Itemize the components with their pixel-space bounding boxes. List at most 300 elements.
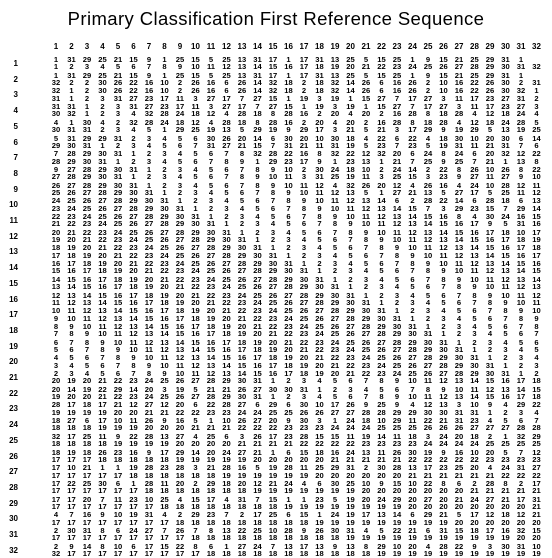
sequence-cell: 17: [284, 369, 293, 378]
sequence-cell: 1: [332, 416, 338, 426]
sequence-cell: 17: [299, 62, 309, 72]
sequence-cell: 29: [392, 329, 402, 339]
sequence-cell: 24: [470, 439, 479, 449]
sequence-cell: 20: [237, 478, 247, 488]
sequence-cell: 16: [160, 313, 169, 323]
sequence-cell: 2: [286, 243, 291, 253]
sequence-cell: 5: [379, 384, 384, 394]
sequence-cell: 4: [255, 212, 260, 221]
row-header: 4: [13, 106, 18, 116]
sequence-cell: 29: [98, 133, 107, 143]
sequence-cell: 25: [392, 70, 402, 80]
sequence-cell: 2: [425, 78, 431, 87]
sequence-cell: 3: [332, 102, 338, 112]
sequence-cell: 15: [284, 102, 293, 112]
sequence-cell: 17: [160, 306, 169, 316]
sequence-cell: 19: [346, 486, 355, 496]
sequence-cell: 7: [193, 140, 198, 150]
sequence-cell: 27: [144, 219, 154, 229]
sequence-cell: 6: [425, 282, 431, 292]
sequence-cell: 20: [82, 376, 92, 386]
sequence-cell: 20: [423, 486, 433, 496]
sequence-cell: 11: [113, 329, 123, 339]
sequence-cell: 18: [268, 533, 278, 543]
sequence-cell: 11: [67, 306, 76, 316]
sequence-cell: 2: [441, 321, 446, 331]
sequence-cell: 16: [67, 266, 76, 276]
sequence-cell: 23: [439, 463, 448, 473]
sequence-cell: 2: [53, 526, 59, 535]
sequence-cell: 3: [425, 306, 431, 316]
sequence-cell: 24: [392, 164, 402, 174]
sequence-cell: 22: [439, 196, 448, 206]
sequence-cell: 23: [315, 494, 324, 504]
sequence-cell: 31: [67, 102, 76, 112]
sequence-cell: 23: [129, 494, 138, 504]
sequence-cell: 29: [113, 187, 123, 197]
sequence-cell: 10: [361, 478, 371, 488]
sequence-cell: 22: [408, 133, 417, 143]
sequence-cell: 1: [286, 250, 291, 260]
sequence-cell: 18: [82, 400, 92, 410]
sequence-cell: 2: [301, 117, 307, 127]
sequence-cell: 4: [301, 235, 307, 244]
sequence-cell: 22: [532, 470, 541, 480]
sequence-cell: 20: [346, 470, 355, 480]
sequence-cell: 11: [501, 282, 510, 292]
sequence-cell: 1: [255, 156, 260, 166]
sequence-cell: 18: [113, 454, 123, 464]
sequence-cell: 27: [206, 250, 216, 260]
sequence-cell: 12: [361, 203, 371, 213]
sequence-cell: 5: [379, 526, 384, 535]
sequence-cell: 24: [330, 164, 340, 174]
sequence-cell: 10: [129, 344, 138, 354]
sequence-cell: 6: [115, 369, 121, 378]
column-header: 17: [299, 42, 309, 51]
sequence-cell: 26: [268, 290, 278, 300]
sequence-cell: 11: [113, 494, 123, 504]
sequence-cell: 8: [410, 259, 415, 269]
sequence-cell: 18: [532, 243, 541, 253]
sequence-cell: 31: [82, 125, 92, 135]
sequence-cell: 9: [53, 164, 59, 174]
sequence-cell: 26: [67, 187, 76, 197]
sequence-cell: 5: [348, 250, 353, 260]
sequence-cell: 3: [348, 384, 353, 394]
sequence-cell: 18: [284, 78, 293, 87]
sequence-cell: 2: [131, 156, 136, 166]
sequence-cell: 20: [330, 369, 340, 378]
sequence-cell: 27: [330, 407, 340, 417]
sequence-cell: 30: [299, 400, 309, 410]
sequence-cell: 23: [392, 439, 402, 449]
sequence-cell: 20: [501, 501, 510, 511]
sequence-cell: 4: [177, 172, 183, 182]
sequence-cell: 21: [67, 227, 76, 237]
sequence-cell: 9: [255, 172, 260, 182]
sequence-cell: 22: [206, 400, 216, 410]
sequence-cell: 28: [532, 423, 541, 433]
sequence-cell: 14: [423, 219, 433, 229]
sequence-cell: 3: [425, 431, 431, 441]
sequence-cell: 18: [191, 501, 200, 511]
sequence-cell: 1: [270, 392, 276, 401]
sequence-cell: 9: [518, 306, 524, 316]
sequence-cell: 30: [392, 321, 402, 331]
sequence-cell: 26: [113, 212, 123, 221]
sequence-cell: 26: [144, 227, 154, 237]
sequence-cell: 17: [82, 517, 92, 527]
sequence-cell: 25: [82, 431, 92, 441]
sequence-cell: 31: [237, 494, 247, 504]
sequence-cell: 20: [299, 353, 309, 363]
sequence-cell: 17: [67, 501, 76, 511]
sequence-cell: 18: [501, 196, 510, 206]
sequence-cell: 4: [208, 117, 214, 127]
sequence-cell: 10: [439, 78, 448, 87]
sequence-cell: 10: [532, 172, 541, 182]
sequence-cell: 9: [332, 541, 338, 551]
sequence-cell: 29: [191, 227, 200, 237]
sequence-cell: 1: [53, 62, 59, 72]
sequence-cell: 13: [175, 344, 185, 354]
sequence-cell: 30: [129, 187, 138, 197]
sequence-cell: 31: [470, 407, 479, 417]
sequence-cell: 12: [516, 180, 526, 190]
sequence-cell: 10: [470, 133, 479, 143]
sequence-cell: 16: [454, 219, 464, 229]
sequence-cell: 8: [100, 344, 105, 354]
sequence-cell: 27: [222, 140, 231, 150]
sequence-cell: 10: [485, 164, 495, 174]
sequence-cell: 12: [439, 243, 448, 253]
sequence-cell: 18: [423, 117, 433, 127]
sequence-cell: 25: [222, 55, 231, 64]
sequence-cell: 8: [317, 212, 322, 221]
sequence-cell: 20: [392, 149, 402, 159]
sequence-cell: 3: [146, 133, 152, 143]
sequence-cell: 23: [315, 337, 324, 347]
sequence-cell: 3: [518, 407, 524, 417]
sequence-cell: 22: [423, 478, 433, 488]
sequence-cell: 9: [131, 353, 136, 363]
row-header: 22: [9, 388, 18, 398]
sequence-cell: 30: [206, 227, 216, 237]
sequence-cell: 11: [423, 376, 433, 386]
sequence-cell: 29: [206, 478, 216, 488]
sequence-cell: 29: [191, 510, 200, 520]
sequence-cell: 17: [67, 486, 76, 496]
sequence-cell: 9: [301, 196, 307, 206]
sequence-cell: 13: [237, 55, 247, 64]
sequence-cell: 4: [425, 541, 431, 551]
sequence-cell: 31: [454, 407, 464, 417]
sequence-cell: 31: [501, 140, 510, 150]
sequence-cell: 23: [299, 329, 309, 339]
sequence-cell: 21: [82, 463, 92, 473]
row-header: 21: [9, 373, 18, 382]
sequence-cell: 4: [84, 369, 90, 378]
sequence-cell: 23: [237, 297, 247, 307]
sequence-cell: 19: [98, 407, 107, 417]
sequence-cell: 29: [144, 203, 154, 213]
sequence-cell: 23: [67, 212, 76, 221]
sequence-cell: 7: [84, 344, 90, 354]
sequence-cell: 1: [472, 344, 477, 354]
sequence-cell: 17: [299, 70, 309, 80]
sequence-cell: 30: [284, 133, 293, 143]
sequence-cell: 13: [222, 369, 231, 378]
sequence-cell: 8: [115, 353, 121, 363]
sequence-cell: 25: [98, 70, 107, 80]
sequence-cell: 14: [253, 62, 262, 72]
sequence-cell: 19: [299, 486, 309, 496]
sequence-cell: 22: [113, 392, 123, 401]
sequence-cell: 18: [82, 259, 92, 269]
sequence-cell: 21: [470, 486, 479, 496]
sequence-cell: 1: [193, 203, 198, 213]
sequence-cell: 29: [299, 282, 309, 292]
sequence-cell: 10: [377, 227, 386, 237]
sequence-cell: 17: [237, 344, 247, 354]
sequence-cell: 7: [224, 172, 229, 182]
sequence-cell: 19: [532, 235, 541, 244]
sequence-cell: 17: [113, 501, 123, 511]
sequence-cell: 20: [470, 463, 479, 473]
sequence-cell: 17: [268, 360, 278, 370]
sequence-cell: 19: [129, 274, 138, 284]
sequence-cell: 15: [485, 203, 495, 213]
sequence-cell: 30: [299, 274, 309, 284]
sequence-cell: 28: [284, 282, 293, 292]
sequence-cell: 14: [392, 203, 402, 213]
sequence-cell: 21: [222, 306, 231, 316]
sequence-cell: 19: [361, 431, 371, 441]
sequence-cell: 7: [456, 290, 462, 300]
sequence-cell: 20: [175, 290, 185, 300]
sequence-cell: 9: [487, 219, 493, 229]
sequence-cell: 25: [175, 250, 185, 260]
sequence-cell: 18: [284, 533, 293, 543]
sequence-cell: 18: [237, 517, 247, 527]
sequence-cell: 3: [115, 102, 121, 112]
sequence-cell: 14: [346, 86, 355, 96]
sequence-cell: 3: [208, 196, 214, 206]
sequence-cell: 2: [487, 431, 493, 441]
sequence-cell: 17: [268, 55, 278, 64]
sequence-cell: 6: [379, 259, 384, 269]
sequence-cell: 25: [377, 353, 386, 363]
sequence-cell: 26: [284, 297, 293, 307]
sequence-cell: 25: [268, 407, 278, 417]
sequence-cell: 9: [146, 55, 152, 64]
column-header: 16: [284, 42, 293, 51]
sequence-cell: 19: [408, 549, 417, 558]
sequence-cell: 17: [82, 549, 92, 558]
sequence-cell: 7: [472, 156, 477, 166]
sequence-cell: 20: [268, 416, 278, 426]
sequence-cell: 6: [69, 344, 74, 354]
sequence-cell: 26: [315, 526, 324, 535]
sequence-cell: 14: [206, 353, 216, 363]
sequence-cell: 4: [472, 109, 477, 119]
sequence-cell: 17: [160, 517, 169, 527]
sequence-cell: 27: [253, 93, 262, 103]
sequence-cell: 16: [222, 344, 231, 354]
sequence-cell: 3: [503, 344, 508, 354]
sequence-cell: 9: [146, 360, 152, 370]
sequence-cell: 21: [454, 55, 464, 64]
sequence-cell: 17: [82, 533, 92, 543]
sequence-cell: 21: [439, 416, 448, 426]
sequence-cell: 15: [532, 526, 541, 535]
sequence-cell: 28: [175, 227, 185, 237]
sequence-cell: 26: [175, 243, 185, 253]
sequence-cell: 23: [129, 392, 138, 401]
sequence-cell: 13: [129, 321, 138, 331]
sequence-cell: 26: [423, 423, 433, 433]
sequence-cell: 1: [162, 187, 167, 197]
sequence-cell: 19: [408, 533, 417, 543]
sequence-cell: 18: [82, 447, 92, 457]
sequence-cell: 14: [175, 337, 185, 347]
sequence-cell: 18: [175, 486, 185, 496]
sequence-cell: 24: [377, 360, 386, 370]
sequence-cell: 5: [363, 140, 369, 150]
sequence-cell: 32: [346, 180, 355, 190]
row-header: 12: [9, 231, 18, 241]
sequence-cell: 22: [408, 454, 417, 464]
sequence-cell: 18: [299, 549, 309, 558]
sequence-cell: 31: [98, 156, 107, 166]
sequence-cell: 31: [144, 510, 154, 520]
sequence-cell: 6: [193, 133, 198, 143]
sequence-cell: 14: [470, 243, 479, 253]
sequence-cell: 12: [113, 321, 123, 331]
sequence-cell: 9: [441, 447, 446, 457]
sequence-cell: 25: [346, 70, 355, 80]
sequence-cell: 14: [67, 282, 76, 292]
sequence-cell: 27: [485, 423, 495, 433]
sequence-cell: 12: [485, 109, 495, 119]
sequence-cell: 8: [146, 369, 152, 378]
sequence-cell: 9: [363, 400, 369, 410]
sequence-cell: 7: [286, 203, 291, 213]
sequence-cell: 18: [439, 109, 448, 119]
sequence-cell: 9: [441, 384, 446, 394]
sequence-cell: 31: [129, 102, 138, 112]
sequence-cell: 10: [346, 212, 355, 221]
sequence-cell: 1: [162, 70, 167, 80]
sequence-cell: 20: [377, 180, 386, 190]
sequence-cell: 4: [332, 250, 338, 260]
sequence-cell: 20: [408, 541, 417, 551]
sequence-cell: 28: [439, 541, 448, 551]
sequence-cell: 28: [392, 337, 402, 347]
sequence-cell: 17: [67, 494, 76, 504]
sequence-cell: 3: [441, 313, 446, 323]
sequence-cell: 11: [144, 344, 154, 354]
sequence-cell: 28: [268, 117, 278, 127]
sequence-cell: 10: [470, 274, 479, 284]
sequence-cell: 4: [472, 321, 477, 331]
sequence-cell: 4: [177, 494, 183, 504]
sequence-cell: 10: [361, 219, 371, 229]
sequence-cell: 23: [206, 407, 216, 417]
sequence-cell: 4: [100, 117, 105, 127]
sequence-cell: 22: [284, 149, 293, 159]
sequence-cell: 13: [237, 70, 247, 80]
sequence-cell: 29: [82, 172, 92, 182]
sequence-cell: 12: [423, 400, 433, 410]
sequence-cell: 21: [222, 384, 231, 394]
sequence-cell: 4: [410, 290, 415, 300]
sequence-cell: 11: [82, 313, 92, 323]
sequence-cell: 31: [284, 259, 293, 269]
sequence-cell: 32: [51, 549, 61, 558]
sequence-cell: 3: [332, 125, 338, 135]
sequence-cell: 24: [253, 407, 262, 417]
sequence-cell: 22: [268, 321, 278, 331]
sequence-cell: 9: [239, 156, 245, 166]
sequence-cell: 30: [98, 172, 107, 182]
sequence-cell: 5: [193, 384, 198, 394]
sequence-cell: 18: [237, 533, 247, 543]
sequence-cell: 26: [253, 282, 262, 292]
sequence-cell: 14: [392, 510, 402, 520]
sequence-cell: 31: [253, 376, 262, 386]
sequence-cell: 1: [131, 149, 136, 159]
sequence-cell: 15: [129, 306, 138, 316]
sequence-cell: 16: [284, 62, 293, 72]
sequence-cell: 10: [113, 510, 123, 520]
sequence-cell: 16: [82, 510, 92, 520]
sequence-cell: 19: [516, 125, 526, 135]
sequence-cell: 1: [379, 156, 384, 166]
sequence-cell: 19: [485, 533, 495, 543]
sequence-cell: 21: [299, 344, 309, 354]
row-header: 2: [13, 74, 18, 84]
sequence-cell: 9: [425, 70, 431, 80]
sequence-cell: 12: [160, 344, 169, 354]
sequence-cell: 21: [222, 423, 231, 433]
column-header: 21: [361, 42, 371, 51]
sequence-cell: 27: [470, 172, 479, 182]
sequence-cell: 18: [191, 109, 200, 119]
sequence-cell: 19: [237, 329, 247, 339]
sequence-cell: 19: [346, 102, 355, 112]
sequence-cell: 18: [222, 486, 231, 496]
sequence-cell: 31: [516, 62, 526, 72]
sequence-cell: 18: [268, 353, 278, 363]
sequence-cell: 10: [268, 172, 278, 182]
sequence-cell: 25: [175, 70, 185, 80]
sequence-cell: 10: [516, 297, 526, 307]
sequence-cell: 21: [408, 187, 417, 197]
sequence-cell: 28: [144, 463, 154, 473]
sequence-cell: 12: [206, 109, 216, 119]
sequence-cell: 6: [224, 86, 229, 96]
sequence-cell: 8: [239, 172, 245, 182]
row-header: 32: [9, 545, 18, 555]
sequence-cell: 26: [408, 86, 417, 96]
sequence-cell: 21: [113, 55, 123, 64]
sequence-cell: 30: [330, 478, 340, 488]
sequence-cell: 18: [129, 454, 138, 464]
sequence-cell: 20: [206, 306, 216, 316]
sequence-cell: 24: [454, 439, 464, 449]
